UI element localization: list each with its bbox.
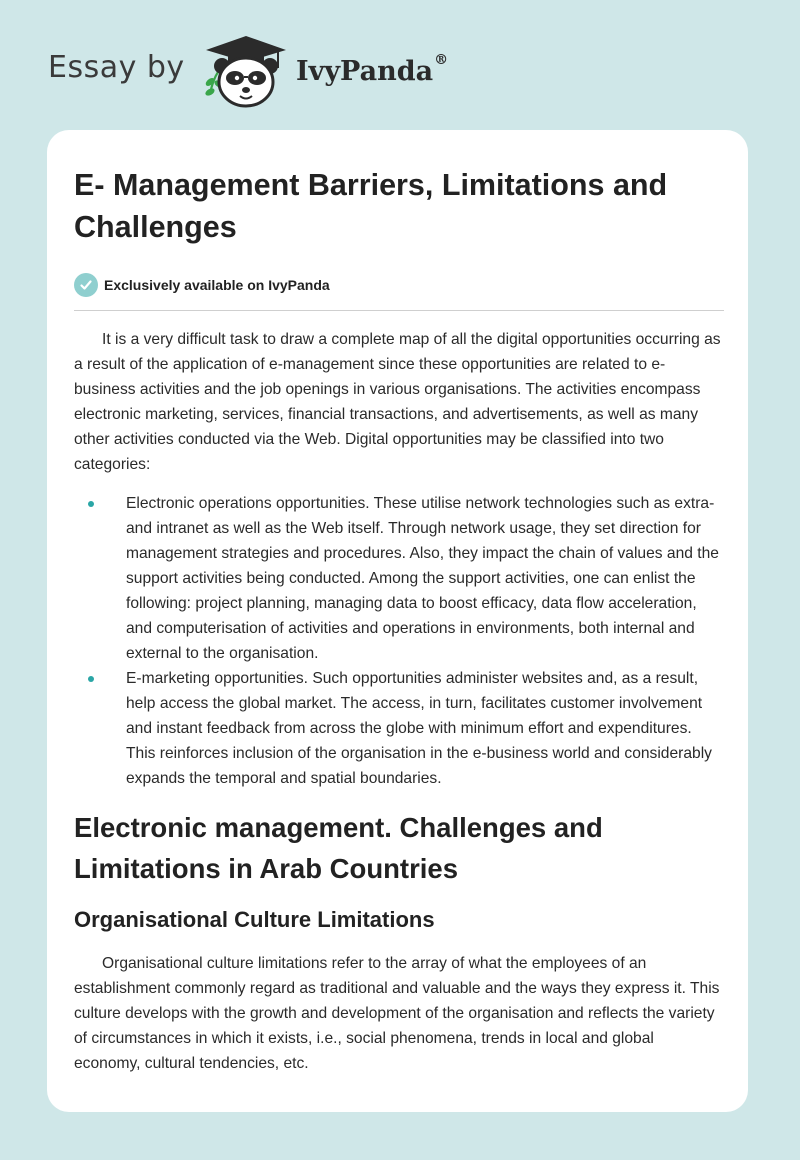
list-item-text: Electronic operations opportunities. These utilise network technologies such as extra- and intranet as well as the Web itself. Through network usage, they set direction for management strategies and procedures. Also, they impact the chain of values and the support activities being conducted. Among the support activities, one can enlist the following: project planning, managing data to boost efficacy, data flow acceleration, and computerisation of activities and operations in environments, both internal and external to the organisation. — [126, 495, 719, 662]
list-item — [74, 491, 724, 666]
bullet-icon — [88, 501, 94, 507]
exclusive-badge — [74, 272, 724, 298]
subsection-heading: Organisational Culture Limitations — [74, 907, 435, 932]
title-divider — [74, 310, 724, 311]
brand-name-text: IvyPanda — [296, 56, 434, 87]
opportunities-list — [74, 491, 724, 791]
site-header — [0, 0, 800, 120]
exclusive-label: Exclusively available on IvyPanda — [104, 277, 330, 293]
intro-paragraph: It is a very difficult task to draw a complete map of all the digital opportunities occurring as a result of the application of e-management since these opportunities are related to e-business activities and the job openings in various organisations. The activities encompass electronic marketing, services, financial transactions, and advertisements, as well as many other activities conducted via the Web. Digital opportunities may be classified into two categories: — [74, 331, 721, 473]
bullet-icon — [88, 676, 94, 682]
subsection-paragraph: Organisational culture limitations refer to the array of what the employees of an establishment commonly regard as traditional and valuable and the ways they express it. This culture develops with the growth and development of the organisation and reflects the variety of circumstances in which it exists, i.e., social phenomena, trends in local and global economy, cultural tendencies, etc. — [74, 955, 720, 1072]
check-circle-icon — [74, 273, 98, 297]
brand-name[interactable] — [296, 52, 449, 87]
essay-card — [47, 130, 748, 1112]
essay-by-label: Essay by — [48, 50, 185, 85]
registered-mark: ® — [434, 52, 449, 68]
essay-content — [74, 130, 724, 1076]
list-item — [74, 666, 724, 791]
essay-title: E- Management Barriers, Limitations and Challenges — [74, 168, 668, 244]
panda-graduate-logo-icon[interactable] — [200, 32, 292, 108]
list-item-text: E-marketing opportunities. Such opportunities administer websites and, as a result, help access the global market. The access, in turn, facilitates customer involvement and instant feedback from across the globe with minimum effort and expenditures. This reinforces inclusion of the organisation in the e-business world and considerably expands the temporal and spatial boundaries. — [126, 670, 712, 787]
section-heading: Electronic management. Challenges and Limitations in Arab Countries — [74, 812, 603, 884]
